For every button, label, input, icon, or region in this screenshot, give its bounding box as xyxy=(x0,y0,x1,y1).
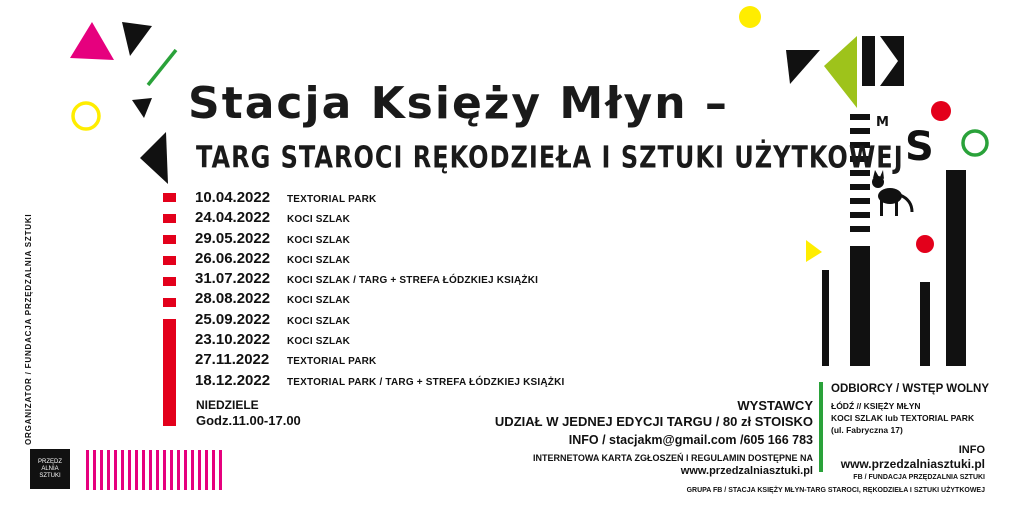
event-date: 28.08.2022 xyxy=(195,290,271,308)
green-stroke xyxy=(148,50,176,85)
logo-line: PRZĘDZ xyxy=(38,458,62,465)
green-ring-icon xyxy=(963,131,987,155)
event-date: 24.04.2022 xyxy=(195,209,271,227)
page-title: Stacja Księży Młyn – xyxy=(188,78,729,129)
cat-silhouette-icon xyxy=(872,170,912,216)
event-row xyxy=(195,270,564,290)
event-venue: KOCI SZLAK xyxy=(287,295,351,307)
logo-letter-m: M xyxy=(876,115,889,130)
magenta-triangle xyxy=(70,22,114,60)
event-venue: KOCI SZLAK xyxy=(287,315,351,327)
short-bar xyxy=(920,282,930,366)
event-date: 26.06.2022 xyxy=(195,249,271,267)
black-triangle-mid xyxy=(132,98,152,118)
event-date: 27.11.2022 xyxy=(195,351,270,369)
schedule-hours: Godz.11.00-17.00 xyxy=(196,413,301,428)
black-triangle-right xyxy=(786,50,820,84)
tall-bar-left xyxy=(822,270,829,366)
event-venue: KOCI SZLAK xyxy=(287,234,351,246)
organizer-label: ORGANIZATOR / FUNDACJA PRZĘDZALNIA SZTUKI xyxy=(24,213,33,445)
event-row xyxy=(195,189,564,209)
k-letter-bar xyxy=(862,36,875,86)
event-row xyxy=(195,250,564,270)
facebook-group-label: GRUPA FB / STACJA KSIĘŻY MŁYN-TARG STAROCI, RĘKODZIEŁA I SZTUKI UŻYTKOWEJ xyxy=(686,487,985,494)
facebook-page-label: FB / FUNDACJA PRZĘDZALNIA SZTUKI xyxy=(853,474,985,481)
event-date: 29.05.2022 xyxy=(195,229,271,247)
tall-bar-mid xyxy=(850,246,870,366)
event-venue: TEXTORIAL PARK xyxy=(287,356,377,368)
event-date: 31.07.2022 xyxy=(195,270,271,288)
black-triangle-low xyxy=(140,132,168,184)
yellow-dot-icon xyxy=(739,6,761,28)
logo-line: SZTUKI xyxy=(39,472,61,479)
recipients-line: KOCI SZLAK lub TEXTORIAL PARK xyxy=(831,413,975,423)
recipients-line: (ul. Fabryczna 17) xyxy=(831,425,903,435)
event-row xyxy=(195,209,564,229)
tall-bar-right xyxy=(946,170,966,366)
event-row xyxy=(195,331,564,351)
event-dates-list xyxy=(195,189,564,392)
event-venue: KOCI SZLAK / TARG + STREFA ŁÓDZKIEJ KSIĄŻKI xyxy=(287,275,539,287)
event-venue: TEXTORIAL PARK / TARG + STREFA ŁÓDZKIEJ KSIĄŻKI xyxy=(287,376,565,388)
recipients-title: ODBIORCY / WSTĘP WOLNY xyxy=(831,383,990,395)
red-dot-top-icon xyxy=(931,101,951,121)
organizer-logo xyxy=(30,449,70,489)
green-divider xyxy=(819,382,823,472)
event-date: 25.09.2022 xyxy=(195,310,271,328)
logo-letter-s: S xyxy=(905,124,934,170)
event-date: 23.10.2022 xyxy=(195,331,271,349)
event-row xyxy=(195,351,564,371)
red-dash-column xyxy=(163,193,176,426)
exhibitors-title: WYSTAWCY xyxy=(737,398,813,413)
event-venue: TEXTORIAL PARK xyxy=(287,194,377,205)
event-venue: KOCI SZLAK xyxy=(287,336,351,348)
info-website-link[interactable]: www.przedzalniasztuki.pl xyxy=(840,457,985,471)
yellow-triangle xyxy=(806,240,822,262)
logo-line: ALNIA xyxy=(41,465,59,472)
page-subtitle: TARG STAROCI RĘKODZIEŁA I SZTUKI UŻYTKOWEJ xyxy=(196,140,904,175)
exhibitors-contact: INFO / stacjakm@gmail.com /605 166 783 xyxy=(568,433,813,447)
exhibitors-card-note: INTERNETOWA KARTA ZGŁOSZEŃ I REGULAMIN DOSTĘPNE NA xyxy=(532,453,813,463)
event-date: 10.04.2022 xyxy=(195,189,271,206)
event-row xyxy=(195,311,564,331)
event-venue: KOCI SZLAK xyxy=(287,254,351,266)
magenta-stripes xyxy=(86,450,222,490)
event-row xyxy=(195,372,564,392)
exhibitors-fee: UDZIAŁ W JEDNEJ EDYCJI TARGU / 80 zł STOISKO xyxy=(494,414,813,429)
yellow-ring-icon xyxy=(73,103,99,129)
k-letter-triangle xyxy=(880,36,904,86)
schedule-days: NIEDZIELE xyxy=(196,398,259,412)
event-row xyxy=(195,230,564,250)
recipients-line: ŁÓDŹ // KSIĘŻY MŁYN xyxy=(831,401,921,411)
lime-triangle xyxy=(824,36,857,108)
schedule-info xyxy=(196,398,301,428)
exhibitors-website-link[interactable]: www.przedzalniasztuki.pl xyxy=(680,465,813,477)
event-date: 18.12.2022 xyxy=(195,371,271,389)
red-dot-bottom-icon xyxy=(916,235,934,253)
info-label: INFO xyxy=(958,444,985,456)
event-row xyxy=(195,290,564,310)
black-triangle-top xyxy=(122,22,152,56)
event-venue: KOCI SZLAK xyxy=(287,214,351,226)
